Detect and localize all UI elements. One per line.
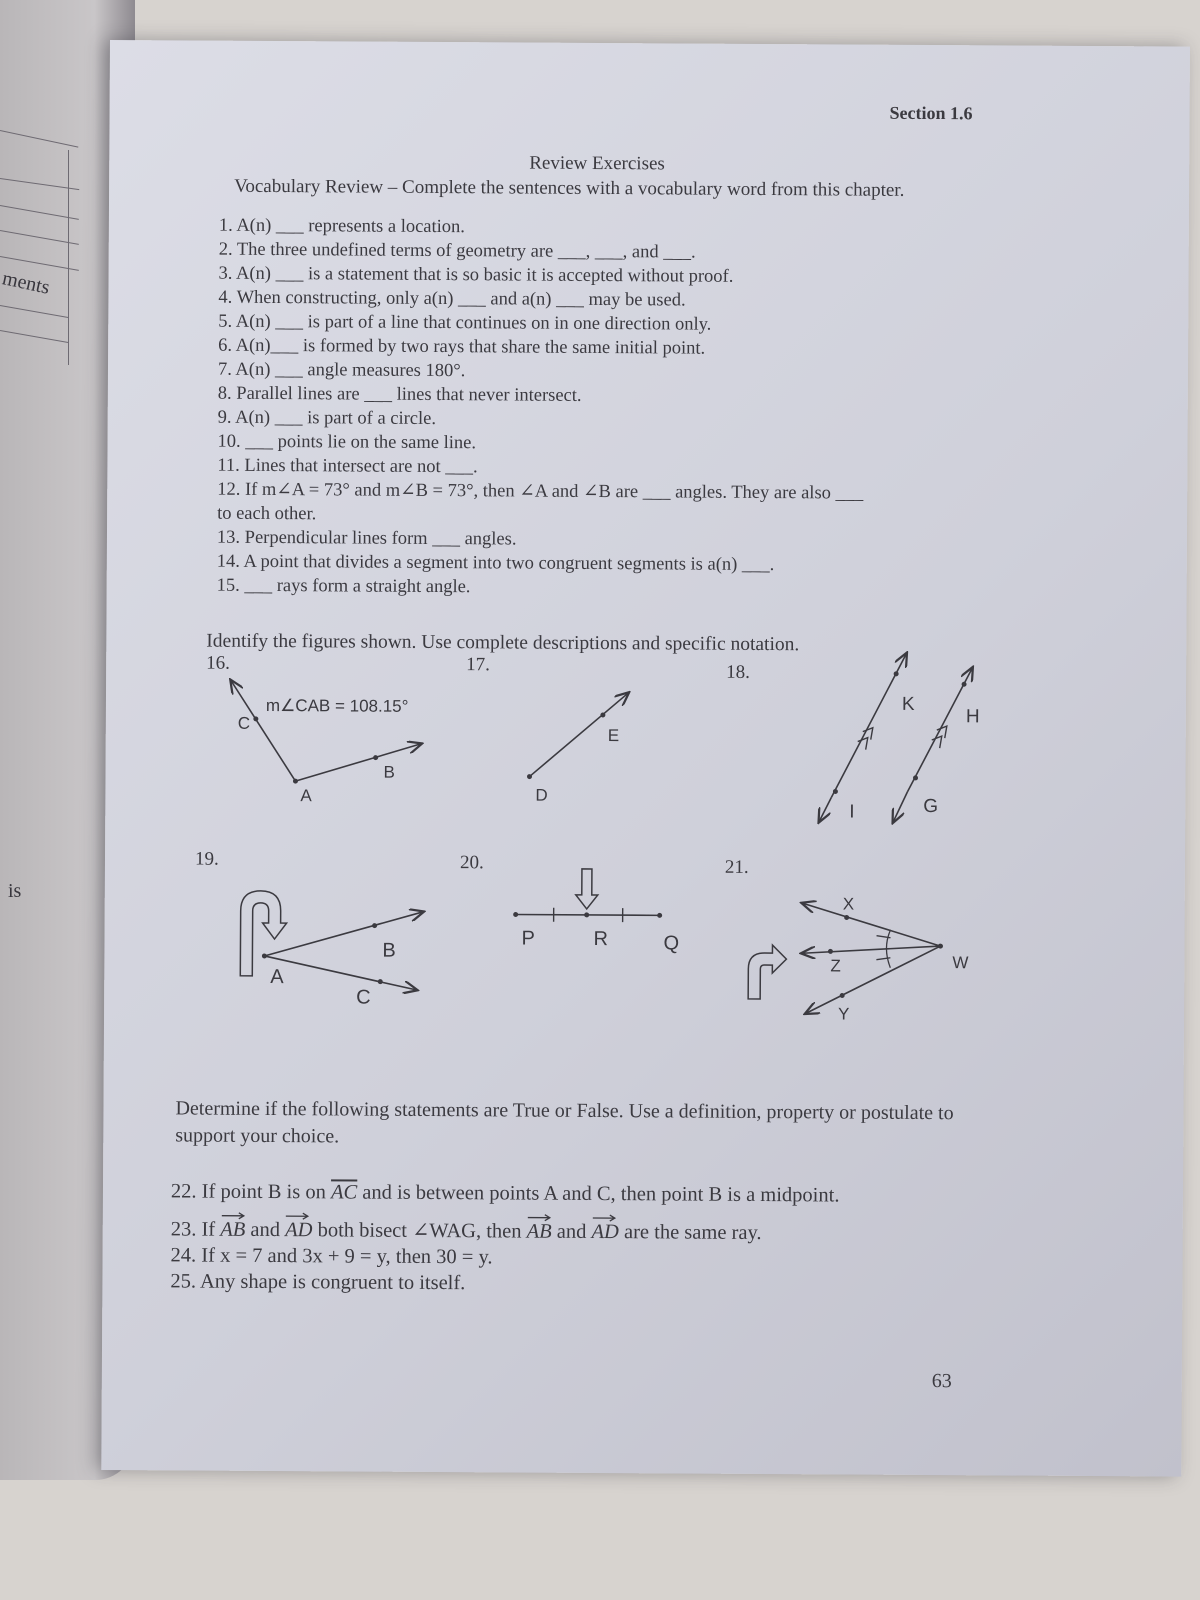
point-y <box>840 993 845 998</box>
figure-17-drawing <box>515 682 656 803</box>
ray-ab <box>264 911 422 957</box>
curved-arrow-icon <box>748 945 786 999</box>
point-k <box>894 671 899 676</box>
line-hg-up <box>907 668 972 792</box>
page-number: 63 <box>931 1370 952 1393</box>
point-z <box>828 949 833 954</box>
vocab-item: 6. A(n)___ is formed by two rays that share the same initial point. <box>218 335 706 359</box>
label-y: Y <box>838 1004 850 1024</box>
vocab-list <box>217 214 1099 603</box>
figure-18-drawing <box>765 649 980 870</box>
figure-17-ray <box>515 682 656 808</box>
page-title: Review Exercises <box>529 152 665 175</box>
label-d: D <box>535 785 548 805</box>
statement-text: are the same ray. <box>623 1221 762 1245</box>
vocab-item: 7. A(n) ___ angle measures 180°. <box>217 359 466 382</box>
segment-notation: $\overline{AC}$ <box>330 1181 358 1204</box>
label-x: X <box>842 894 855 914</box>
vocab-item: 2. The three undefined terms of geometry are ___, ___, and ___. <box>218 239 696 263</box>
point-q <box>657 913 662 918</box>
label-a: A <box>300 786 312 806</box>
label-g: G <box>923 795 939 818</box>
ray-notation: AD <box>591 1217 618 1244</box>
vocab-item: 3. A(n) ___ is a statement that is so basic it is accepted without proof. <box>218 263 734 287</box>
left-page-word: is <box>8 880 22 902</box>
vocab-item: 13. Perpendicular lines form ___ angles. <box>216 527 517 550</box>
label-p: P <box>521 927 535 950</box>
vocab-item: 4. When constructing, only a(n) ___ and a(n) ___ may be used. <box>218 287 686 311</box>
down-arrow-icon <box>576 869 598 909</box>
label-e: E <box>607 726 620 746</box>
vocab-item: 10. ___ points lie on the same line. <box>217 431 477 454</box>
point-i <box>833 789 838 794</box>
vocab-item: 9. A(n) ___ is part of a circle. <box>217 407 437 429</box>
textbook-page <box>101 40 1190 1477</box>
left-page-word: ments <box>0 267 52 299</box>
point-p <box>513 912 518 917</box>
figure-20-drawing <box>509 862 680 963</box>
figure-number-20: 20. <box>459 852 484 874</box>
table-rule <box>0 130 78 148</box>
label-h: H <box>965 706 980 728</box>
label-b: B <box>382 939 396 962</box>
table-rule <box>0 330 69 343</box>
label-k: K <box>901 693 915 715</box>
statement-24 <box>171 1244 493 1269</box>
vocab-item: 1. A(n) ___ represents a location. <box>218 215 466 238</box>
statement-text: If point B is on <box>201 1180 326 1204</box>
ray-notation: AD <box>285 1215 312 1242</box>
point-r <box>584 912 589 917</box>
figure-number-21: 21. <box>724 856 749 878</box>
label-c: C <box>356 986 371 1009</box>
statement-text: If x = 7 and 3x + 9 = y, then 30 = y. <box>201 1244 493 1269</box>
point-b <box>372 923 377 928</box>
statement-22 <box>171 1180 840 1207</box>
table-rule <box>0 305 69 318</box>
ray-notation: AB <box>527 1217 552 1244</box>
statement-number: 22. <box>170 1180 197 1203</box>
identify-instructions: Identify the figures shown. Use complete descriptions and specific notation. <box>206 630 800 656</box>
label-w: W <box>952 953 969 973</box>
point-d <box>527 774 532 779</box>
point-c <box>378 979 383 984</box>
label-r: R <box>593 927 609 951</box>
figure-21-bisector <box>744 889 985 1045</box>
statement-number: 23. <box>170 1218 197 1241</box>
curved-arrow-icon <box>240 891 287 976</box>
line-hg-down <box>893 792 907 822</box>
label-z: Z <box>830 956 841 976</box>
angle-measure: m∠CAB = 108.15° <box>265 695 409 716</box>
figure-number-19: 19. <box>194 848 219 870</box>
figure-number-18: 18. <box>726 661 750 683</box>
figure-number-17: 17. <box>466 654 491 676</box>
ray-ab <box>295 743 420 782</box>
label-q: Q <box>663 932 680 955</box>
ray-wz <box>802 945 940 954</box>
vocab-instructions: Vocabulary Review – Complete the sentences with a vocabulary word from this chapter. <box>234 175 905 201</box>
statement-number: 25. <box>170 1270 197 1293</box>
figure-16-drawing <box>215 671 446 812</box>
ray-wy <box>806 945 940 1014</box>
line-ki-down <box>819 797 831 821</box>
point-x <box>844 915 849 920</box>
label-c: C <box>237 713 251 733</box>
section-label: Section 1.6 <box>889 102 973 124</box>
statement-number: 24. <box>170 1244 197 1267</box>
vocab-item: 14. A point that divides a segment into two congruent segments is a(n) ___. <box>216 551 775 576</box>
figure-number-16: 16. <box>206 652 231 674</box>
ray-wx <box>802 903 940 946</box>
vocab-item: 15. ___ rays form a straight angle. <box>216 575 471 598</box>
statement-text: both bisect ∠WAG, then <box>317 1219 522 1243</box>
statement-25 <box>170 1270 465 1295</box>
true-false-instructions: Determine if the following statements are True or False. Use a definition, property or postulate to support your choice. <box>175 1097 954 1148</box>
label-b: B <box>383 762 395 782</box>
vocab-item: 11. Lines that intersect are not ___. <box>217 455 478 478</box>
statement-text: and <box>250 1218 281 1242</box>
figure-21-drawing <box>744 889 985 1040</box>
figure-20-segment <box>509 862 680 968</box>
figure-16-angle <box>215 671 446 817</box>
point-c <box>253 716 258 721</box>
point-e <box>600 713 605 718</box>
point-w <box>938 944 943 949</box>
point-b <box>373 755 378 760</box>
statement-text: Any shape is congruent to itself. <box>199 1270 466 1295</box>
statement-text: If <box>201 1218 216 1241</box>
ray-notation: AB <box>220 1215 245 1242</box>
statement-text: and is between points A and C, then point B is a midpoint. <box>362 1181 840 1207</box>
vocab-item: 8. Parallel lines are ___ lines that never intersect. <box>217 383 582 406</box>
vertex-point <box>293 779 298 784</box>
vertex-point <box>262 953 267 958</box>
label-i: I <box>849 801 855 823</box>
figure-18-parallel-lines <box>765 649 980 875</box>
statement-23 <box>171 1214 762 1245</box>
label-a: A <box>270 965 284 989</box>
table-border <box>68 150 69 365</box>
vocab-item: 5. A(n) ___ is part of a line that continues on in one direction only. <box>218 311 712 335</box>
point-h <box>962 682 967 687</box>
statement-text: and <box>556 1220 587 1243</box>
vocab-item: 12. If m∠A = 73° and m∠B = 73°, then ∠A and ∠B are ___ angles. They are also ___ <box>217 479 864 504</box>
vocab-item: to each other. <box>217 503 317 525</box>
figure-19-angle <box>234 881 435 1007</box>
point-g <box>913 775 918 780</box>
figure-19-drawing <box>234 881 435 1009</box>
